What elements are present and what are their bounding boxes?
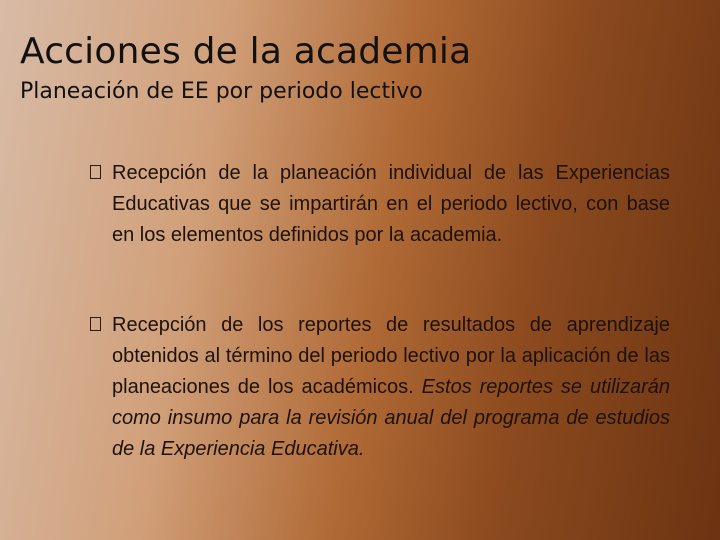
bullet-item (112, 158, 670, 251)
bullet-text: Recepción de la planeación individual de las Experiencias Educativas que se impartirán en el periodo lectivo, con base en los elementos definidos por la academia. (112, 162, 670, 246)
bullet-item (112, 310, 670, 465)
bullet-marker-icon (90, 165, 101, 179)
slide-title: Acciones de la academia (20, 31, 472, 72)
bullet-emphasis-text: Estos reportes se utilizarán como insumo para la revisión anual del programa de estudios de la Experiencia Educativa. (112, 376, 670, 460)
bullet-text: Recepción de los reportes de resultados de aprendizaje obtenidos al término del periodo lectivo por la aplicación de las planeaciones de los académicos. (112, 314, 670, 398)
slide-subtitle: Planeación de EE por periodo lectivo (20, 79, 423, 104)
bullet-marker-icon (90, 317, 101, 331)
